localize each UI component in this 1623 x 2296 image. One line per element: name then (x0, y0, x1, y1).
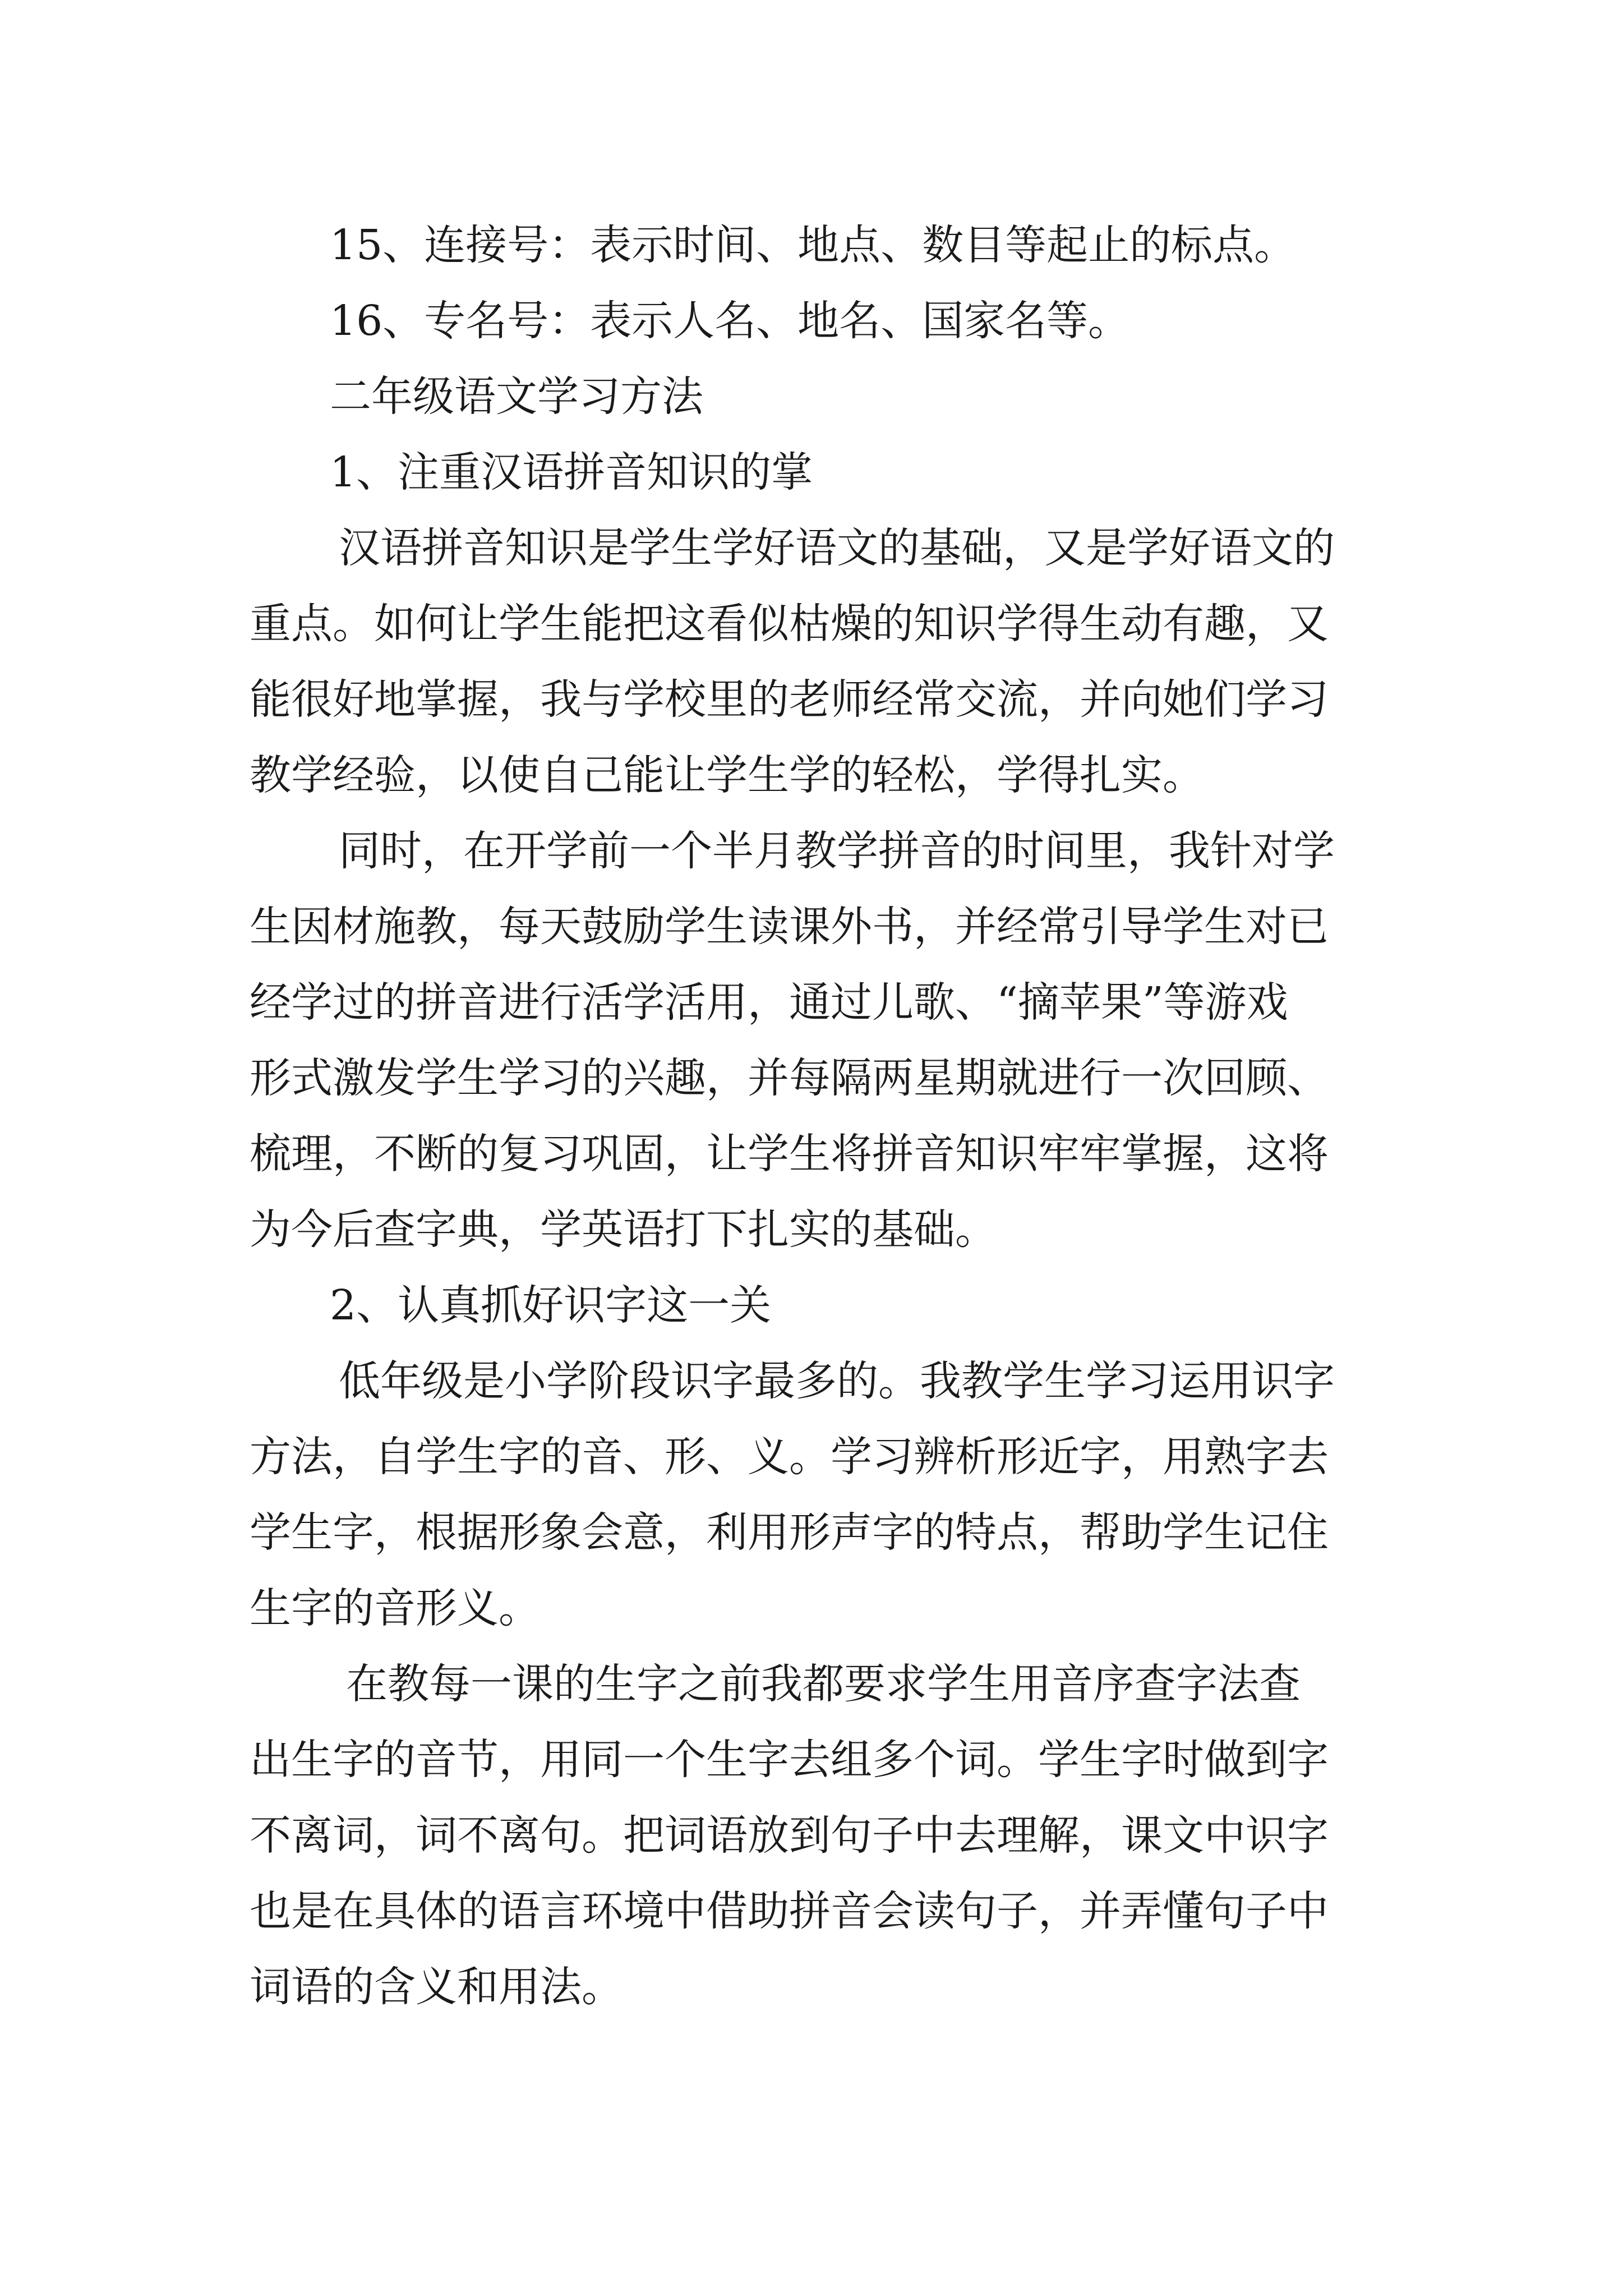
text-line: 15、连接号：表示时间、地点、数目等起止的标点。 (330, 221, 1296, 269)
text-line: 梳理，不断的复习巩固，让学生将拼音知识牢牢掌握，这将 (250, 1130, 1329, 1178)
text-line: 也是在具体的语言环境中借助拼音会读句子，并弄懂句子中 (250, 1887, 1329, 1935)
text-line: 不离词，词不离句。把词语放到句子中去理解，课文中识字 (250, 1811, 1329, 1860)
text-line: 形式激发学生学习的兴趣，并每隔两星期就进行一次回顾、 (250, 1054, 1329, 1102)
text-line: 生因材施教，每天鼓励学生读课外书，并经常引导学生对已 (250, 903, 1329, 951)
text-line: 生字的音形义。 (250, 1584, 540, 1632)
text-line: 经学过的拼音进行活学活用，通过儿歌、“摘苹果”等游戏 (250, 978, 1288, 1027)
text-line: 16、专名号：表示人名、地名、国家名等。 (330, 297, 1130, 345)
text-line: 能很好地掌握，我与学校里的老师经常交流，并向她们学习 (250, 675, 1329, 724)
text-line: 出生字的音节，用同一个生字去组多个词。学生字时做到字 (250, 1736, 1329, 1784)
text-line: 重点。如何让学生能把这看似枯燥的知识学得生动有趣，又 (250, 600, 1329, 648)
text-line: 词语的含义和用法。 (250, 1963, 623, 2011)
text-line: 教学经验，以使自己能让学生学的轻松，学得扎实。 (250, 751, 1204, 799)
text-line: 为今后查字典，学英语打下扎实的基础。 (250, 1205, 997, 1254)
text-line: 同时，在开学前一个半月教学拼音的时间里，我针对学 (339, 827, 1335, 875)
text-line: 低年级是小学阶段识字最多的。我教学生学习运用识字 (339, 1357, 1335, 1405)
subsection-heading: 1、注重汉语拼音知识的掌 (330, 448, 813, 496)
text-line: 方法，自学生字的音、形、义。学习辨析形近字，用熟字去 (250, 1433, 1329, 1481)
text-line: 在教每一课的生字之前我都要求学生用音序查字法查 (346, 1660, 1301, 1708)
text-line: 汉语拼音知识是学生学好语文的基础，又是学好语文的 (339, 524, 1335, 572)
subsection-heading: 2、认真抓好识字这一关 (330, 1281, 772, 1329)
text-line: 学生字，根据形象会意，利用形声字的特点，帮助学生记住 (250, 1508, 1329, 1557)
section-heading: 二年级语文学习方法 (330, 372, 703, 421)
